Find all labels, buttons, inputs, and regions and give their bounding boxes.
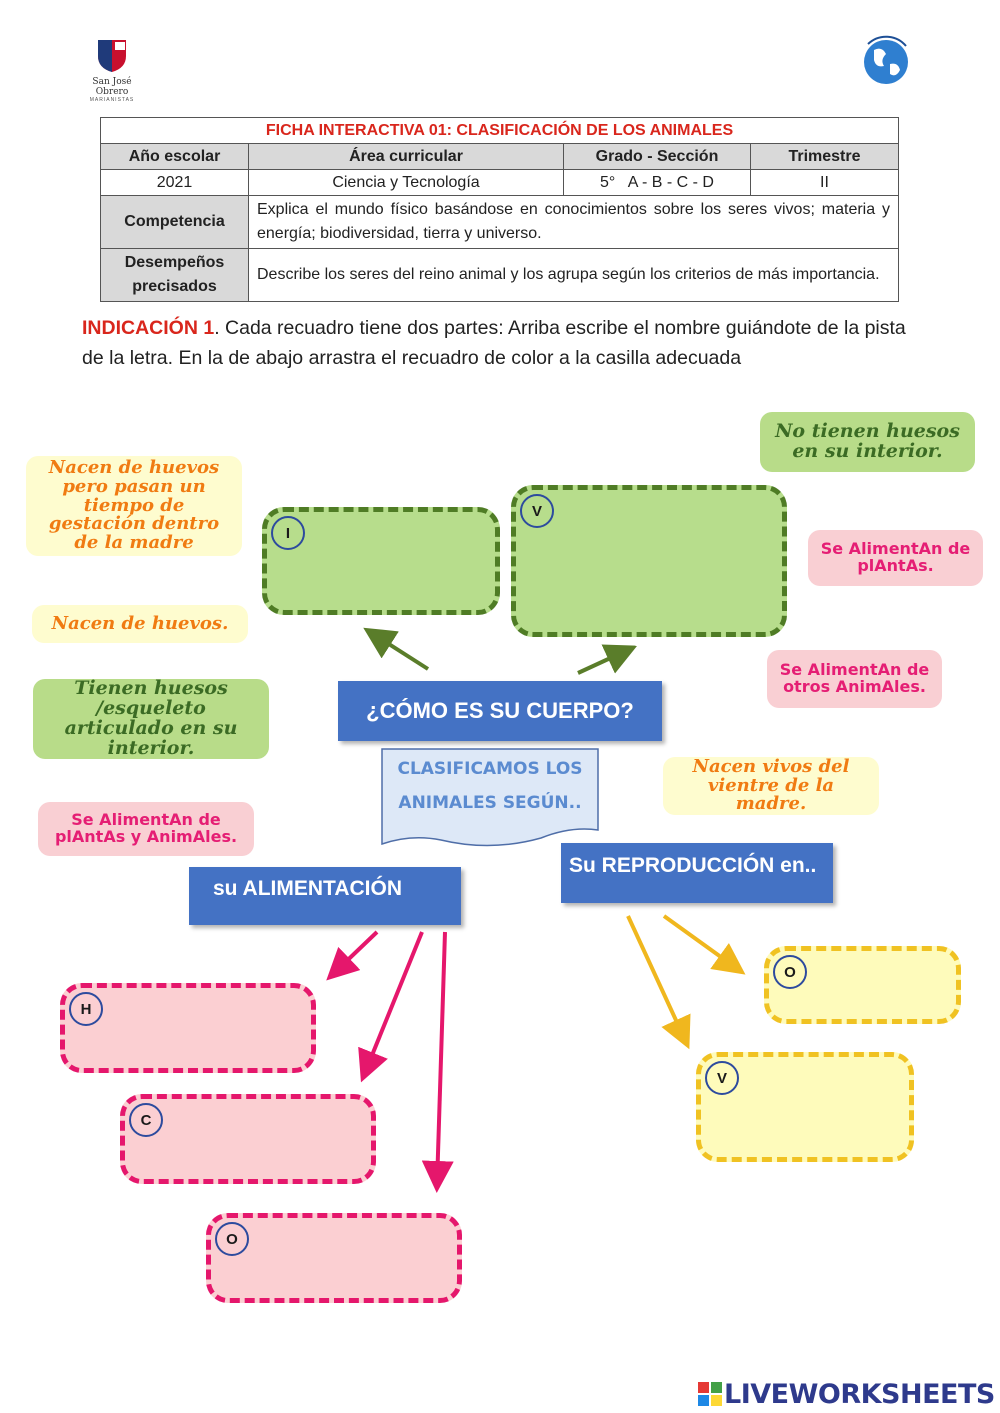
body-heading: ¿CÓMO ES SU CUERPO?: [338, 681, 662, 741]
desempenos-text: Describe los seres del reino animal y los agrupa según los criterios de más importancia.: [249, 249, 899, 302]
value-year: 2021: [101, 170, 249, 196]
header-grade: Grado - Sección: [564, 144, 751, 170]
clue-ovoviviparous[interactable]: Nacen de huevos pero pasan un tiempo de gestación dentro de la madre: [26, 456, 242, 556]
letter-hint-v2: V: [705, 1061, 739, 1095]
feeding-heading: su ALIMENTACIÓN: [189, 867, 461, 925]
arrow-to-carnivore: [364, 932, 422, 1075]
liveworksheets-logo-icon: [698, 1382, 722, 1406]
header-year: Año escolar: [101, 144, 249, 170]
letter-hint-h: H: [69, 992, 103, 1026]
letter-hint-i: I: [271, 516, 305, 550]
brand-name: LIVEWORKSHEETS: [724, 1378, 995, 1410]
competencia-label: Competencia: [101, 196, 249, 249]
desempenos-label: Desempeños precisados: [101, 249, 249, 302]
competencia-text: Explica el mundo físico basándose en conocimientos sobre los seres vivos; materia y energía; biodiversidad, tierra y universo.: [249, 196, 899, 249]
header-term: Trimestre: [751, 144, 899, 170]
arrow-to-omnivore: [437, 932, 445, 1185]
clue-viviparous[interactable]: Nacen vivos del vientre de la madre.: [663, 757, 879, 815]
clue-oviparous[interactable]: Nacen de huevos.: [32, 605, 248, 643]
school-subtitle: MARIANISTAS: [89, 97, 135, 103]
drop-box-vertebrate[interactable]: [511, 485, 787, 637]
letter-hint-o2: O: [773, 955, 807, 989]
arrow-to-viviparous: [628, 916, 686, 1042]
drop-box-omnivore[interactable]: [206, 1213, 462, 1303]
banner-line-2: ANIMALES SEGÚN..: [398, 793, 582, 813]
arrow-to-invertebrate: [370, 632, 428, 669]
clue-invertebrates[interactable]: No tienen huesos en su interior.: [760, 412, 975, 472]
drop-box-herbivore[interactable]: [60, 983, 316, 1073]
school-name: San José Obrero: [92, 77, 132, 97]
banner-text: [381, 752, 599, 820]
instruction-label: INDICACIÓN 1: [82, 317, 215, 339]
worksheet-title: FICHA INTERACTIVA 01: CLASIFICACIÓN DE LOS ANIMALES: [101, 118, 899, 144]
value-grade: 5° A - B - C - D: [564, 170, 751, 196]
value-term: II: [751, 170, 899, 196]
liveworksheets-brand: [698, 1377, 995, 1411]
drop-box-viviparous[interactable]: [696, 1052, 914, 1162]
arrow-to-vertebrate: [578, 649, 630, 673]
drop-box-carnivore[interactable]: [120, 1094, 376, 1184]
header-area: Área curricular: [249, 144, 564, 170]
letter-hint-o: O: [215, 1222, 249, 1256]
clue-carnivores[interactable]: Se AlimentAn de otros AnimAles.: [767, 650, 942, 708]
drop-box-oviparous[interactable]: [764, 946, 961, 1024]
letter-hint-c: C: [129, 1103, 163, 1137]
banner-line-1: CLASIFICAMOS LOS: [397, 759, 583, 779]
letter-hint-v: V: [520, 494, 554, 528]
clue-herbivores[interactable]: Se AlimentAn de plAntAs.: [808, 530, 983, 586]
arrow-to-herbivore: [332, 932, 377, 975]
reproduction-heading: Su REPRODUCCIÓN en..: [561, 843, 833, 903]
clue-vertebrates[interactable]: Tienen huesos /esqueleto articulado en su interior.: [33, 679, 269, 759]
value-area: Ciencia y Tecnología: [249, 170, 564, 196]
instruction-text: . Cada recuadro tiene dos partes: Arriba escribe el nombre guiándote de la pista de la letra. En la de abajo arrastra el recuadro de color a la casilla adecuada: [82, 317, 906, 369]
clue-omnivores[interactable]: Se AlimentAn de plAntAs y AnimAles.: [38, 802, 254, 856]
drop-box-invertebrate[interactable]: [262, 507, 500, 615]
arrow-to-oviparous: [664, 916, 739, 970]
